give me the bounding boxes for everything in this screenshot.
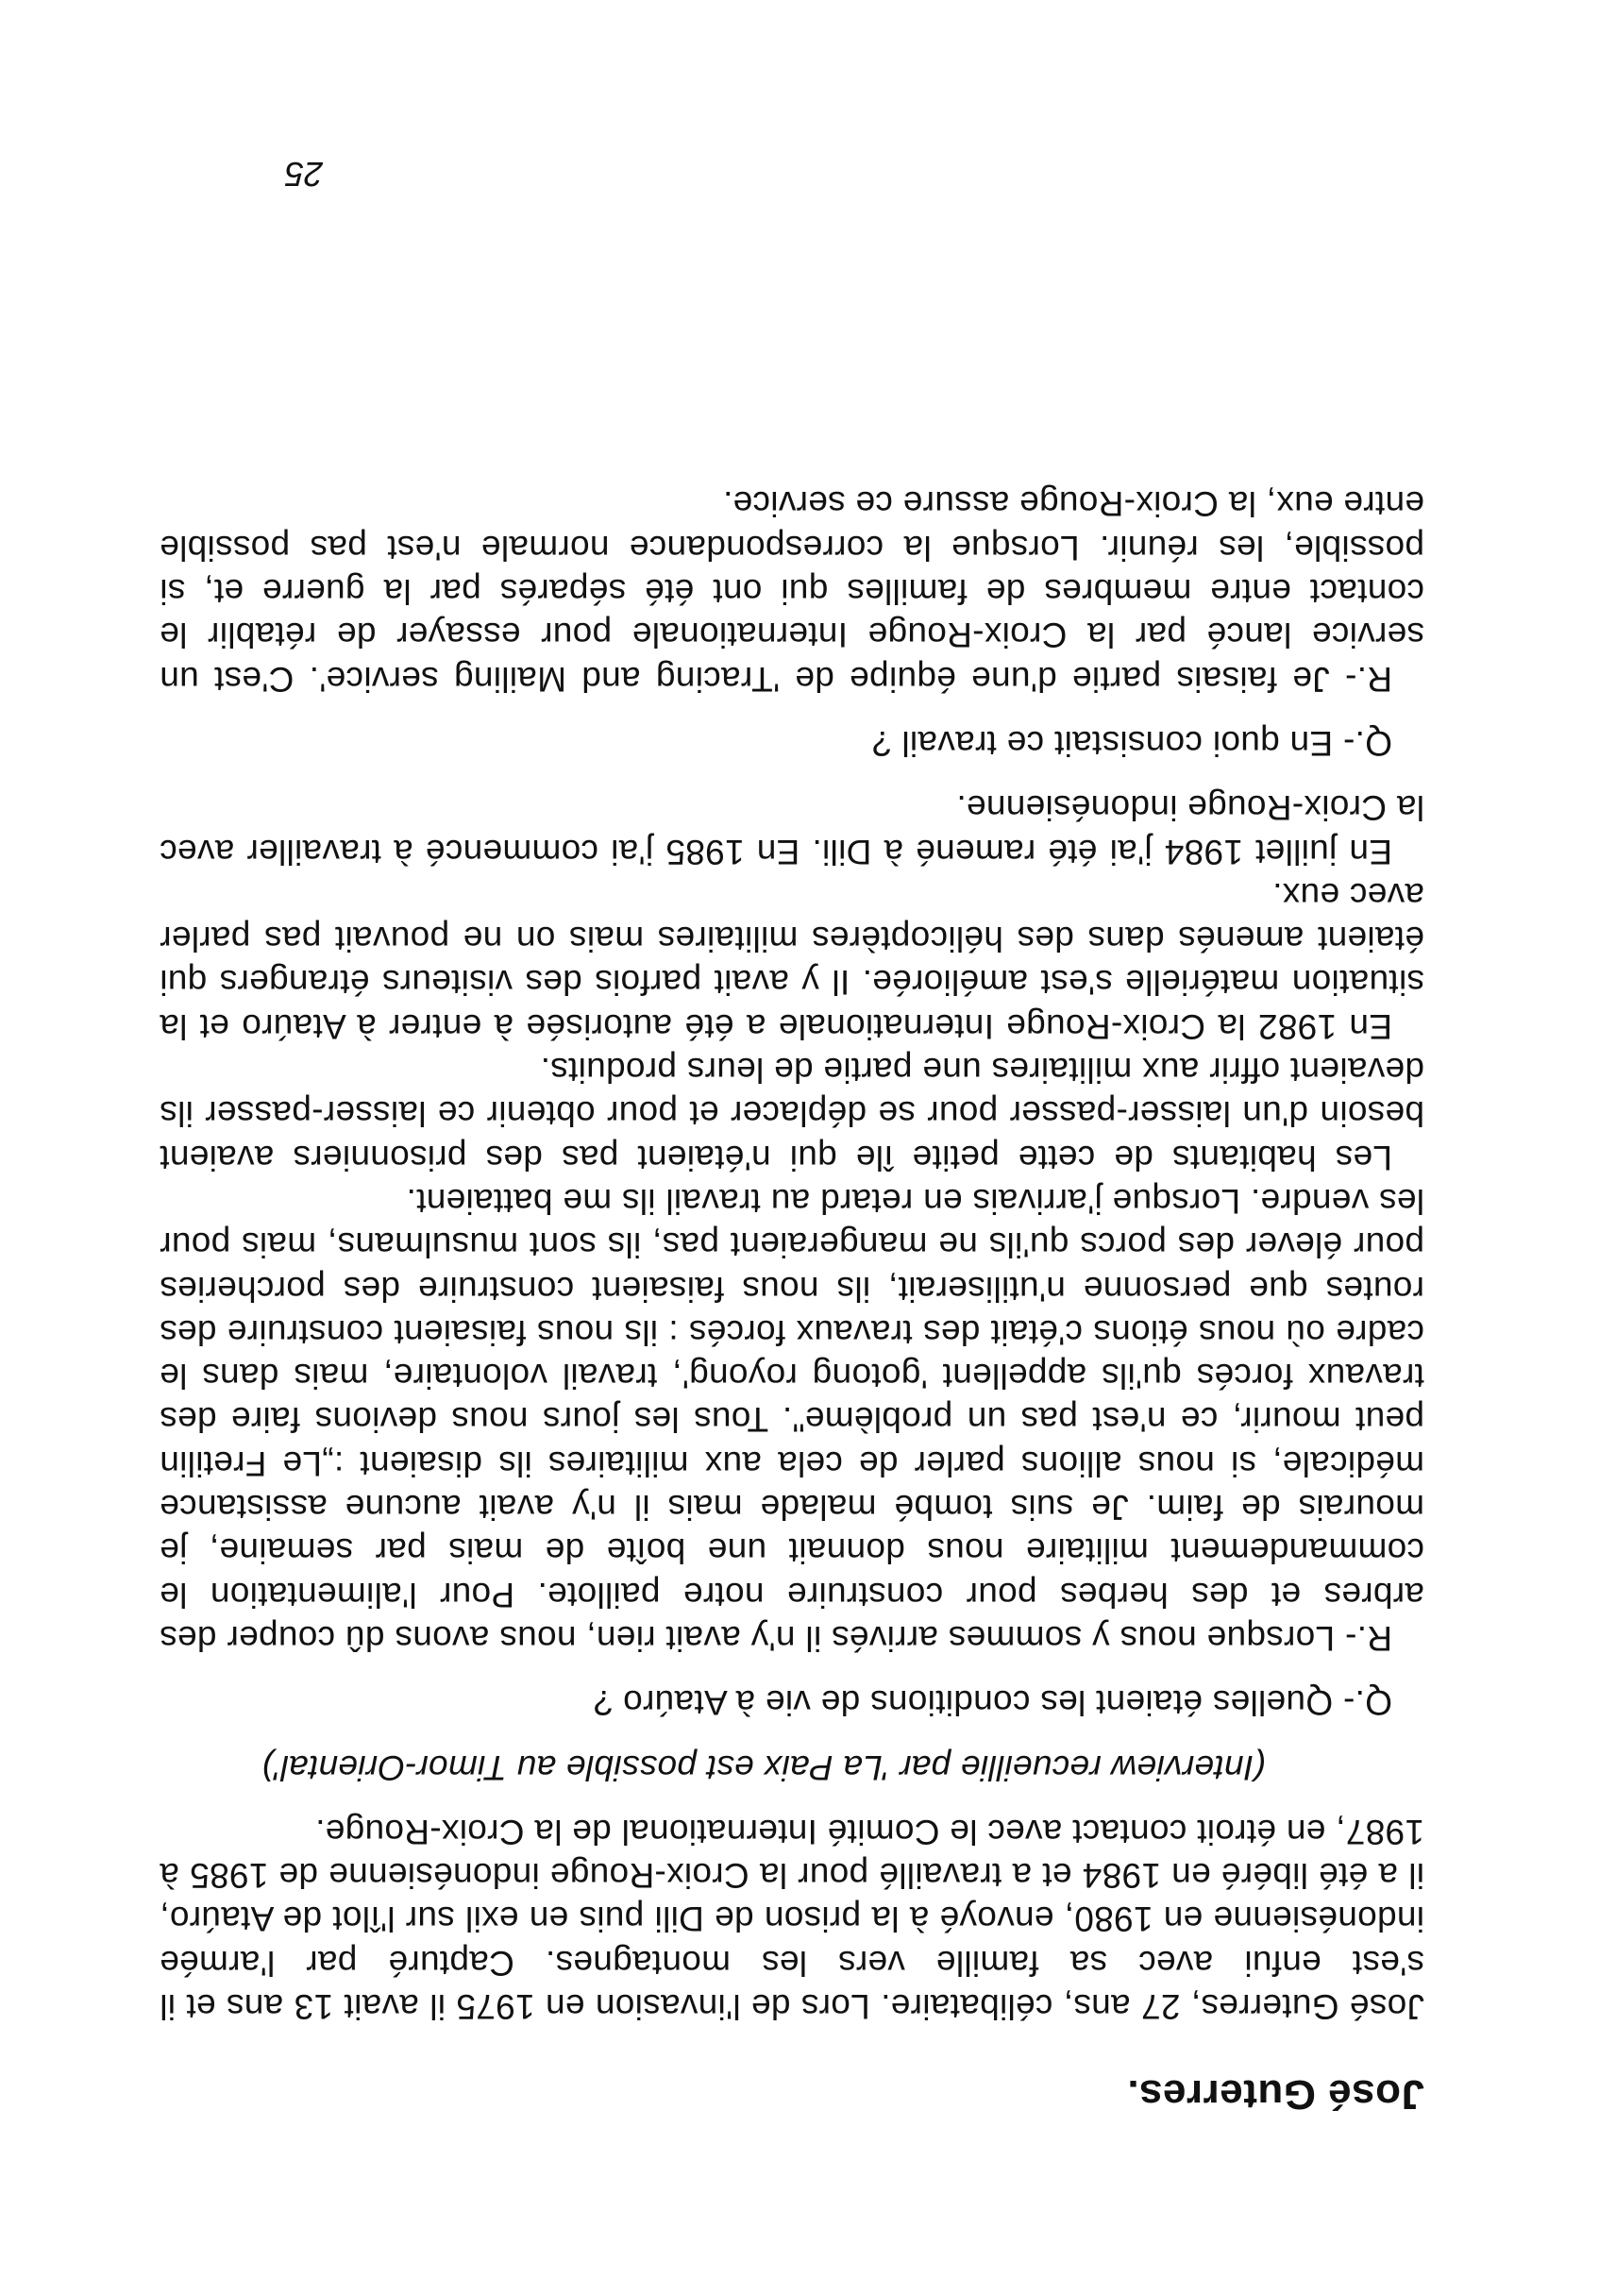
question-2: Q.- En quoi consistait ce travail ? <box>871 723 1392 763</box>
paragraph-dili-1984: En juillet 1984 j'ai été ramené à Dili. En 1985 j'ai commencé à travailler avec la Croix-Rouge indonésienne. <box>160 788 1424 871</box>
interview-credit: (Interview recueillie par 'La Paix est possible au Timor-Oriental') <box>261 1747 1266 1787</box>
document-title: José Guterres. <box>1126 2071 1424 2118</box>
question-1: Q.- Quelles étaient les conditions de vie à Ataúro ? <box>593 1683 1392 1723</box>
bio-paragraph: José Guterres, 27 ans, célibataire. Lors de l'invasion en 1975 il avait 13 ans et il s'est enfui avec sa famille vers les montagnes. Capturé par l'armée indonésienne en 1980, envoyé à la prison de Dili puis en exil sur l'îlot de Ataúro, il a été libéré en 1984 et a travaillé pour la Croix-Rouge indonésienne de 1985 à 1987, en étroit contact avec le Comité International de la Croix-Rouge. <box>160 1812 1424 2026</box>
document-content <box>160 481 1424 2117</box>
paragraph-croix-rouge-1982: En 1982 la Croix-Rouge Internationale a été autorisée à entrer à Ataúro et la situation matérielle s'est améliorée. Il y avait parfois des visiteurs étrangers qui étaient amenés dans des hélicoptères militaires mais on ne pouvait pas parler avec eux. <box>160 875 1424 1046</box>
answer-1: R.- Lorsque nous y sommes arrivés il n'y avait rien, nous avons dû couper des arbres et des herbes pour construire notre paillote. Pour l'alimentation le commandement militaire nous donnait une boîte de mais par semaine, je mourais de faim. Je suis tombé malade mais il n'y avait aucune assistance médicale, si nous allions parler de cela aux militaires ils disaient :„Le Fretilin peut mourir, ce n'est pas un problème". Tous les jours nous devions faire des travaux forcés qu'ils appellent 'gotong royong', travail volontaire, mais dans le cadre où nous étions c'était des travaux forcés : ils nous faisaient construire des routes que personne n'utiliserait, ils nous faisaient construire des porcheries pour élever des porcs qu'ils ne mangeraient pas, ils sont musulmans, mais pour les vendre. Lorsque j'arrivais en retard au travail ils me battaient. <box>160 1181 1424 1658</box>
page-number: 25 <box>284 155 323 194</box>
paragraph-laisser-passer: Les habitants de cette petite île qui n'étaient pas des prisonniers avaient besoin d'un laisser-passer pour se déplacer et pour obtenir ce laisser-passer ils devaient offrir aux militaires une partie de leurs produits. <box>160 1051 1424 1177</box>
answer-2: R.- Je faisais partie d'une équipe de 'Tracing and Mailing service'. C'est un service lancé par la Croix-Rouge Internationale pour essayer de rétablir le contact entre membres de familles qui ont été séparés par la guerre et, si possible, les réunir. Lorsque la correspondance normale n'est pas possible entre eux, la Croix-Rouge assure ce service. <box>160 484 1424 699</box>
